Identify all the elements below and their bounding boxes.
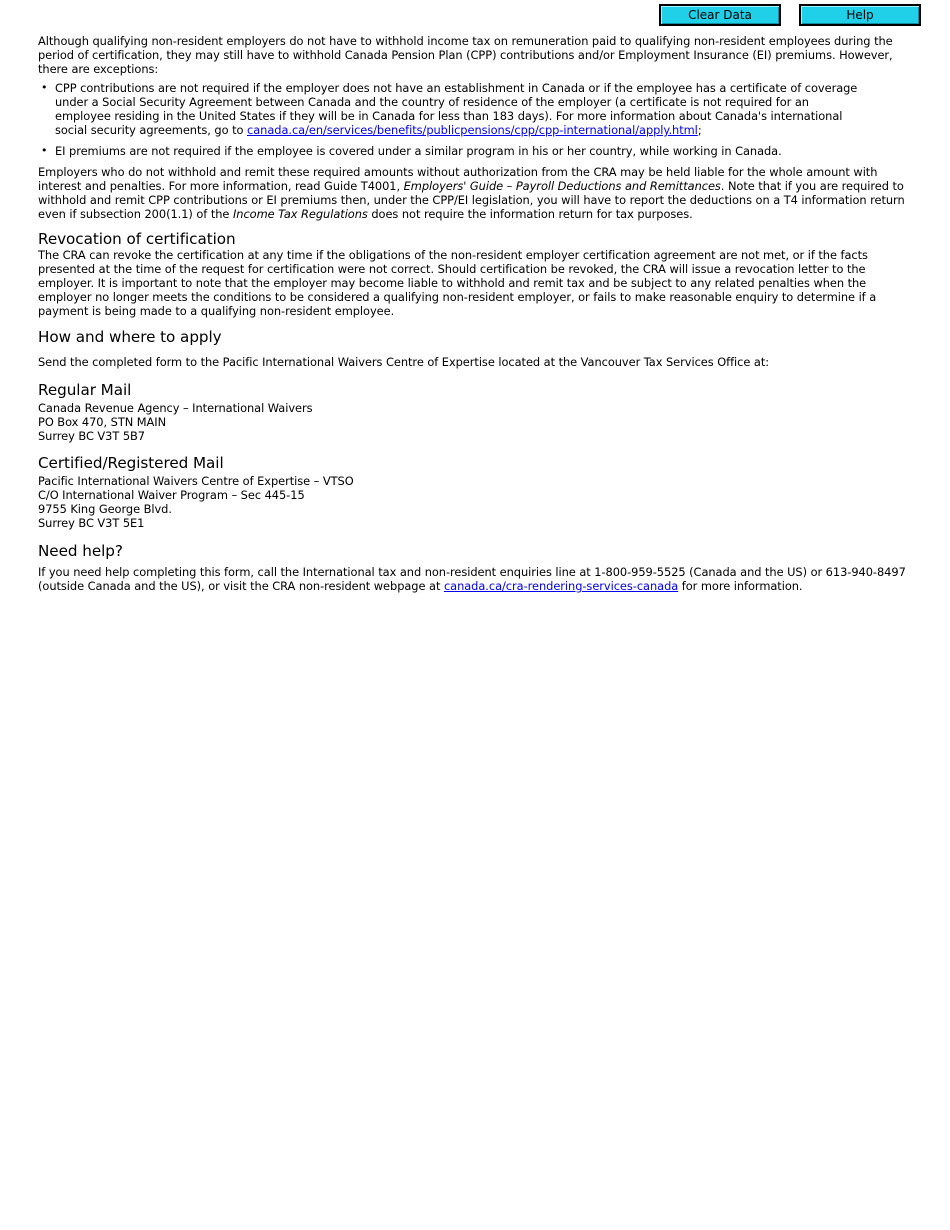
certified-mail-address xyxy=(38,474,910,530)
liability-paragraph xyxy=(38,165,910,221)
list-item-ei xyxy=(38,144,910,158)
certified-mail-heading: Certified/Registered Mail xyxy=(38,454,224,472)
apply-paragraph: Send the completed form to the Pacific International Waivers Centre of Expertise located at the Vancouver Tax Services Office at: xyxy=(38,355,770,369)
cpp-international-link[interactable]: canada.ca/en/services/benefits/publicpensions/cpp/cpp-international/apply.html xyxy=(247,123,698,137)
apply-heading: How and where to apply xyxy=(38,328,222,346)
regular-mail-heading: Regular Mail xyxy=(38,381,132,399)
revocation-heading: Revocation of certification xyxy=(38,230,236,248)
list-item-cpp xyxy=(38,81,867,137)
revocation-paragraph: The CRA can revoke the certification at any time if the obligations of the non-resident employer certification agreement are not met, or if the facts presented at the time of the request for certification were not correct. Should certification be revoked, the CRA will issue a revocation letter to the employer. It is important to note that the employer may become liable to withhold and remit tax and be subject to any related penalties when the employer no longer meets the conditions to be considered a qualifying non-resident employer, or fails to make reasonable enquiry to determine if a payment is being made to a qualifying non-resident employee. xyxy=(38,248,877,318)
need-help-end: for more information. xyxy=(681,579,803,593)
intro-paragraph: Although qualifying non-resident employers do not have to withhold income tax on remuneration paid to qualifying non-resident employees during the period of certification, they may still have to withhold Canada Pension Plan (CPP) contributions and/or Employment Insurance (EI) premiums. However, there are exceptions: xyxy=(38,34,893,76)
guide-title: Employers' Guide – Payroll Deductions and Remittances xyxy=(403,179,721,193)
ei-exception-text: EI premiums are not required if the employee is covered under a similar program in his or her country, while working in Canada. xyxy=(55,144,782,158)
need-help-text: If you need help completing this form, call the International tax and non-resident enquiries line at 1-800-959-5525 (Canada and the US) or 613-940-8497 (outside Canada and the US), or visit the CRA non-resident webpage at xyxy=(38,565,906,593)
address-line: Surrey BC V3T 5B7 xyxy=(38,429,145,443)
liability-text-2: . Note that if you are required to withhold and remit CPP contributions or EI premiums then, under the CPP/EI legislation, you will have to report the deductions on a T4 information return even if subsection 200(1.1) of the xyxy=(38,179,905,221)
address-line: Surrey BC V3T 5E1 xyxy=(38,516,145,530)
address-line: PO Box 470, STN MAIN xyxy=(38,415,167,429)
form-instructions xyxy=(38,32,910,593)
cra-non-resident-link[interactable]: canada.ca/cra-rendering-services-canada xyxy=(443,579,679,593)
liability-text-3: does not require the information return for tax purposes. xyxy=(371,207,693,221)
liability-text-1: Employers who do not withhold and remit these required amounts without authorization from the CRA may be held liable for the whole amount with interest and penalties. For more information, read Guide T4001, xyxy=(38,165,878,193)
help-button[interactable]: Help xyxy=(799,4,921,26)
need-help-heading: Need help? xyxy=(38,542,123,560)
address-line: C/O International Waiver Program – Sec 445-15 xyxy=(38,488,305,502)
bullet-icon: • xyxy=(41,81,48,94)
need-help-paragraph xyxy=(38,565,910,593)
address-line: 9755 King George Blvd. xyxy=(38,502,172,516)
regular-mail-address xyxy=(38,401,910,443)
bullet-icon: • xyxy=(41,144,48,157)
clear-data-button[interactable]: Clear Data xyxy=(659,4,781,26)
cpp-exception-text: CPP contributions are not required if the employer does not have an establishment in Canada or if the employee has a certificate of coverage under a Social Security Agreement between Canada and the country of residence of the employer (a certificate is not required for an employee residing in the United States if they will be in Canada for less than 183 days). For more information about Canada's international social security agreements, go to xyxy=(55,81,858,137)
regulations-title: Income Tax Regulations xyxy=(232,207,368,221)
exceptions-list xyxy=(38,81,910,158)
address-line: Pacific International Waivers Centre of Expertise – VTSO xyxy=(38,474,354,488)
form-toolbar xyxy=(0,4,950,26)
list-punctuation: ; xyxy=(697,123,702,137)
address-line: Canada Revenue Agency – International Waivers xyxy=(38,401,313,415)
